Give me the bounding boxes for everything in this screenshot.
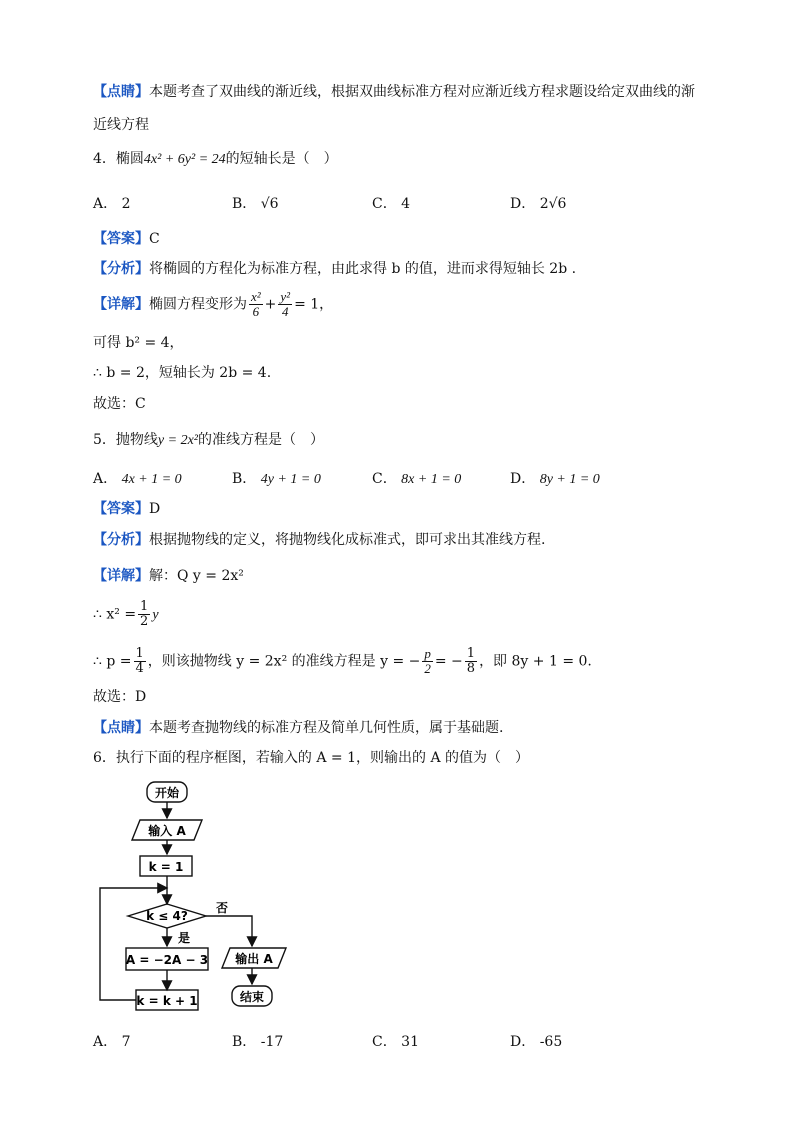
question-number: 4． [93, 151, 116, 167]
q5-conclusion: 故选：D [93, 689, 147, 705]
comment-text: 本题考查了双曲线的渐近线，根据双曲线标准方程对应渐近线方程求题设给定双曲线的渐 [149, 84, 695, 100]
answer-value: C [149, 231, 160, 247]
comment-text-cont: 近线方程 [93, 117, 149, 133]
q6-stem: 6．执行下面的程序框图，若输入的 A = 1，则输出的 A 的值为（ ） [93, 750, 530, 766]
q5-detail: 【详解】解：Q y = 2x² [93, 568, 244, 584]
q4-stem [93, 150, 338, 169]
q4-analysis [93, 260, 576, 278]
q6-option-b: B． -17 [232, 1034, 284, 1050]
flow-init-label: k = 1 [148, 860, 184, 874]
q4-detail-line3: ∴ b = 2，短轴长为 2b = 4. [93, 365, 272, 381]
q3-comment-cont [93, 116, 149, 134]
q4-detail: 【详解】椭圆方程变形为 $\frac{\text{x²}}{6}$ + $\frac{\text{y²}}{4}$ = 1， [93, 289, 334, 319]
q5-answer: 【答案】D [93, 501, 161, 517]
flow-increment-label: k = k + 1 [136, 994, 198, 1008]
q5-option-a: A． 4x + 1 = 0 [93, 471, 182, 487]
flowchart [90, 778, 300, 1020]
comment-tag: 【点睛】 [93, 84, 149, 100]
flow-condition-label: k ≤ 4? [146, 909, 188, 923]
q4-conclusion: 故选：C [93, 396, 146, 412]
flow-no-label: 否 [216, 901, 229, 915]
stem-suffix: 的短轴长是（ ） [225, 151, 338, 167]
flow-input-label: 输入 A [148, 824, 186, 838]
equation: 4x² + 6y² = 24 [143, 152, 226, 167]
q4-answer [93, 230, 160, 248]
analysis-text: 将椭圆的方程化为标准方程，由此求得 b 的值，进而求得短轴长 2b . [149, 261, 577, 277]
q6-option-c: C． 31 [372, 1034, 419, 1050]
q6-option-d: D． -65 [510, 1034, 563, 1050]
q4-option-a: A． 2 [93, 196, 131, 212]
q5-option-d: D． 8y + 1 = 0 [510, 471, 600, 487]
flow-yes-label: 是 [178, 931, 191, 945]
q5-analysis: 【分析】根据抛物线的定义，将抛物线化成标准式，即可求出其准线方程. [93, 532, 546, 548]
q4-detail-line2: 可得 b² = 4， [93, 335, 184, 351]
q6-option-a: A． 7 [93, 1034, 131, 1050]
q4-option-d: D． 2√6 [510, 196, 567, 212]
flow-end-label: 结束 [239, 990, 265, 1004]
q4-option-c: C． 4 [372, 196, 411, 212]
q3-comment [93, 83, 695, 101]
q5-stem: 5．抛物线y = 2x²的准线方程是（ ） [93, 432, 324, 448]
q4-option-b: B． √6 [232, 196, 279, 212]
analysis-tag: 【分析】 [93, 261, 149, 277]
detail-tag: 【详解】 [93, 296, 149, 313]
q5-detail-line3: ∴ p = $\frac{1}{4}$ ，则该抛物线 y = 2x² 的准线方程是 y = − $\frac{p}{2}$ = − $\frac{1}{8}$ ，即 8y + 1 = 0. [93, 646, 592, 676]
q5-detail-line2: ∴ x² = $\frac{1}{2}$ y [93, 599, 159, 629]
flow-start-label: 开始 [154, 786, 180, 800]
flow-process-label: A = −2A − 3 [125, 953, 209, 967]
answer-tag: 【答案】 [93, 231, 149, 247]
q5-option-b: B． 4y + 1 = 0 [232, 471, 321, 487]
stem-prefix: 椭圆 [115, 151, 144, 167]
flow-output-label: 输出 A [235, 952, 273, 966]
q5-option-c: C． 8x + 1 = 0 [372, 471, 462, 487]
q5-comment: 【点睛】本题考查抛物线的标准方程及简单几何性质，属于基础题. [93, 720, 504, 736]
